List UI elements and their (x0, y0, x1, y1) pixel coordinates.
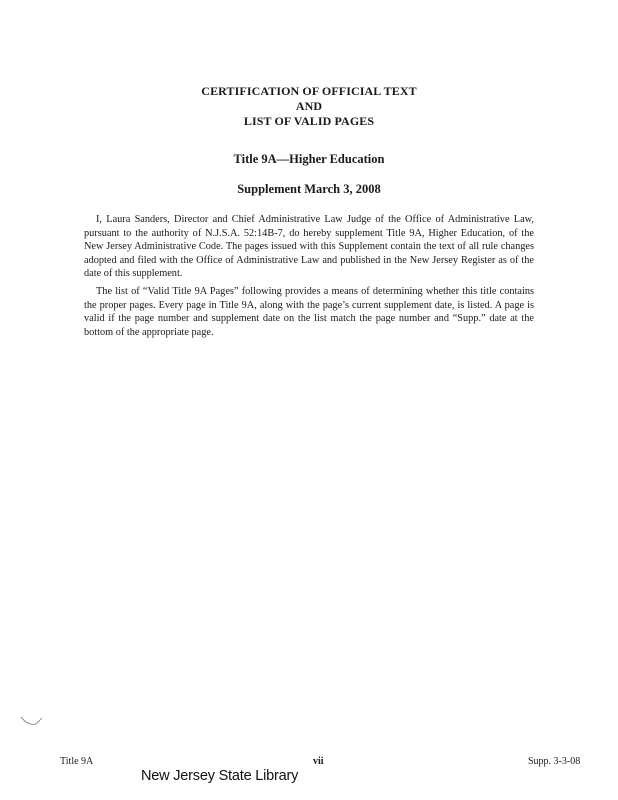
footer-page-number: vii (313, 756, 324, 767)
supplement-date: Supplement March 3, 2008 (237, 182, 381, 196)
paragraph-text-2: The list of “Valid Title 9A Pages” following provides a means of determining whether this title contains the proper pages. Every page in Title 9A, along with the page’s current supplement date, is listed. A page is valid if the page number and supplement date on the list match the page number and “Supp.” date at the bottom of the appropriate page. (84, 286, 534, 338)
title-name: Title 9A—Higher Education (233, 152, 385, 166)
library-stamp: New Jersey State Library (141, 768, 299, 784)
heading-line-3: LIST OF VALID PAGES (243, 114, 375, 128)
valid-pages-paragraph (84, 285, 534, 339)
paragraph-text-1: I, Laura Sanders, Director and Chief Administrative Law Judge of the Office of Administrative Law, pursuant to the authority of N.J.S.A. 52:14B-7, do hereby supplement Title 9A, Higher Education, of the New Jersey Administrative Code. The pages issued with this Supplement contain the text of all rule changes adopted and filed with the Office of Administrative Law and published in the New Jersey Register as of the date of this supplement. (84, 214, 534, 280)
scan-artifact-icon (20, 714, 44, 728)
heading-line-2: AND (295, 99, 323, 113)
footer-title: Title 9A (60, 756, 94, 767)
heading-line-1: CERTIFICATION OF OFFICIAL TEXT (201, 84, 417, 98)
certification-heading (0, 84, 618, 129)
certification-paragraph (84, 213, 534, 281)
footer-supplement: Supp. 3-3-08 (528, 756, 581, 767)
